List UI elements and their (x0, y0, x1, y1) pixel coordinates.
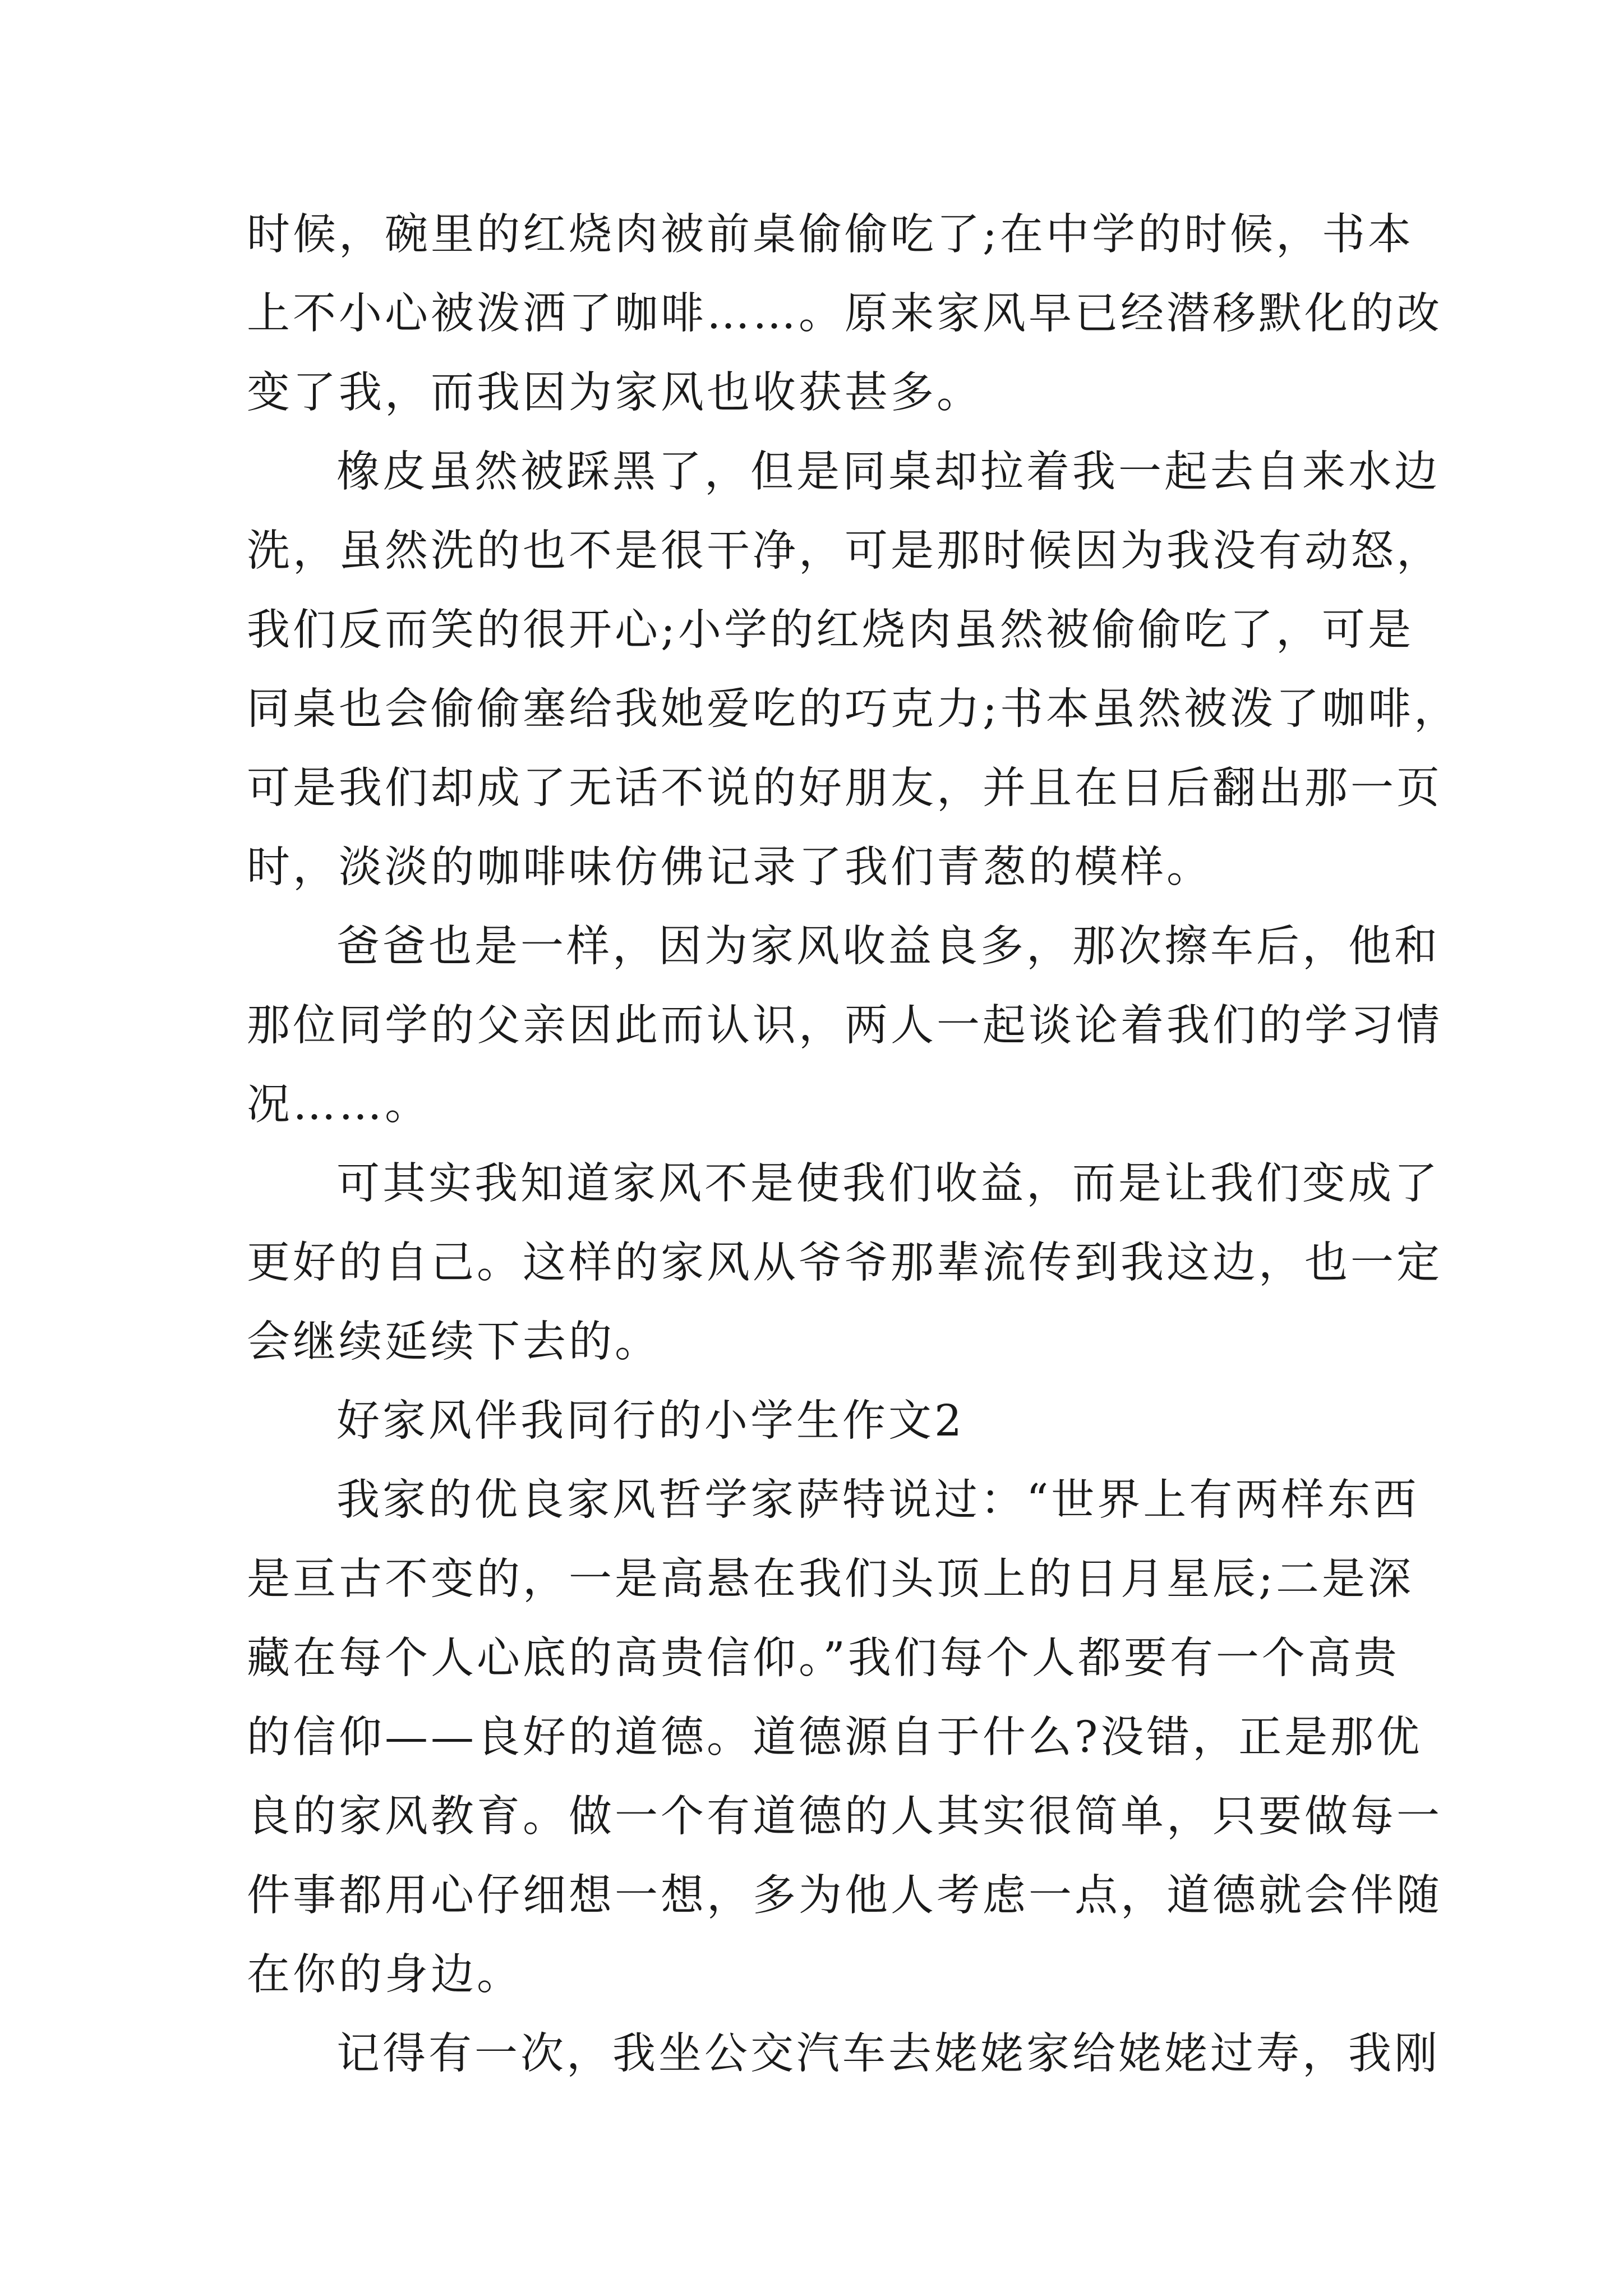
paragraph-start-line: 爸爸也是一样，因为家风收益良多，那次擦车后，他和 (336, 922, 1440, 972)
text-line: 我们反而笑的很开心;小学的红烧肉虽然被偷偷吃了，可是 (247, 605, 1414, 655)
text-line: 况……。 (247, 1080, 431, 1130)
text-line: 时，淡淡的咖啡味仿佛记录了我们青葱的模样。 (247, 843, 1212, 892)
paragraph-start-line: 我家的优良家风哲学家萨特说过：“世界上有两样东西 (336, 1475, 1419, 1525)
paragraph-start-line: 橡皮虽然被踩黑了，但是同桌却拉着我一起去自来水边 (336, 447, 1440, 497)
text-line: 时候，碗里的红烧肉被前桌偷偷吃了;在中学的时候，书本 (247, 210, 1414, 260)
text-line: 变了我，而我因为家风也收获甚多。 (247, 368, 983, 418)
text-line: 是亘古不变的，一是高悬在我们头顶上的日月星辰;二是深 (247, 1554, 1414, 1604)
text-line: 藏在每个人心底的高贵信仰。”我们每个人都要有一个高贵 (247, 1634, 1400, 1683)
text-line: 会继续延续下去的。 (247, 1317, 661, 1367)
text-line: 洗，虽然洗的也不是很干净，可是那时候因为我没有动怒， (247, 526, 1442, 576)
text-line: 那位同学的父亲因此而认识，两人一起谈论着我们的学习情 (247, 1001, 1442, 1051)
text-line: 在你的身边。 (247, 1950, 523, 2000)
text-line: 上不小心被泼洒了咖啡……。原来家风早已经潜移默化的改 (247, 289, 1442, 339)
text-line: 同桌也会偷偷塞给我她爱吃的巧克力;书本虽然被泼了咖啡， (247, 684, 1460, 734)
section-heading: 好家风伴我同行的小学生作文2 (336, 1396, 965, 1446)
text-line: 更好的自己。这样的家风从爷爷那辈流传到我这边，也一定 (247, 1238, 1442, 1288)
text-line: 的信仰——良好的道德。道德源自于什么?没错，正是那优 (247, 1713, 1423, 1763)
paragraph-start-line: 可其实我知道家风不是使我们收益，而是让我们变成了 (336, 1159, 1440, 1209)
text-line: 可是我们却成了无话不说的好朋友，并且在日后翻出那一页 (247, 763, 1442, 813)
text-line: 良的家风教育。做一个有道德的人其实很简单，只要做每一 (247, 1792, 1442, 1842)
document-body (247, 195, 1460, 2093)
paragraph-start-line: 记得有一次，我坐公交汽车去姥姥家给姥姥过寿，我刚 (336, 2029, 1440, 2079)
text-line: 件事都用心仔细想一想，多为他人考虑一点，道德就会伴随 (247, 1871, 1442, 1921)
